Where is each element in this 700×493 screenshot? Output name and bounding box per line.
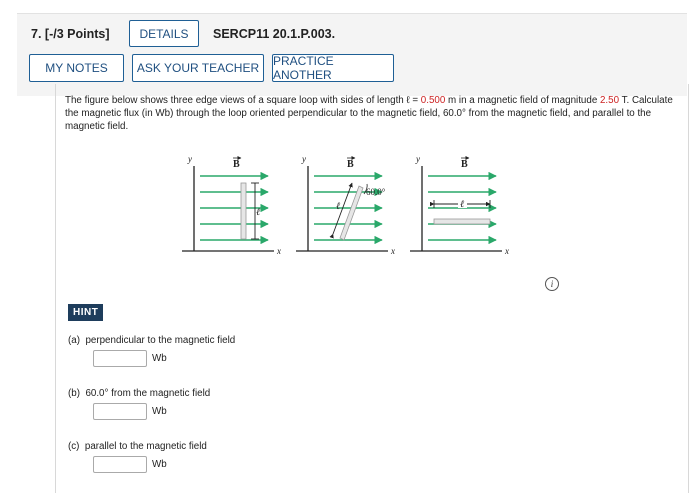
problem-statement: [65, 94, 685, 133]
length-value: 0.500: [420, 95, 446, 106]
part-a-prompt: [68, 335, 235, 346]
field-value: 2.50: [599, 95, 620, 106]
part-b-prompt: [68, 388, 210, 399]
part-c-unit: Wb: [152, 459, 167, 470]
panel-perpendicular: [182, 154, 281, 256]
details-button[interactable]: DETAILS: [129, 20, 199, 47]
field-label-1: B: [233, 159, 240, 170]
y-label-3: y: [416, 154, 420, 164]
part-a-text: perpendicular to the magnetic field: [85, 335, 236, 346]
panel-sixty-degrees: [296, 154, 395, 256]
length-label-3: ℓ: [460, 199, 465, 210]
loop-figure: [176, 148, 516, 278]
ask-teacher-button[interactable]: ASK YOUR TEACHER: [132, 54, 264, 82]
part-a-label: (a): [68, 335, 80, 346]
problem-code: SERCP11 20.1.P.003.: [213, 27, 336, 41]
part-b-answer-input[interactable]: [93, 403, 147, 420]
x-label-1: x: [277, 246, 281, 256]
part-c-answer-input[interactable]: [93, 456, 147, 473]
field-label-2: B: [347, 159, 354, 170]
x-label-2: x: [391, 246, 395, 256]
part-b-unit: Wb: [152, 406, 167, 417]
y-label-1: y: [188, 154, 192, 164]
question-content: [55, 84, 689, 493]
length-label-2: ℓ: [336, 201, 341, 212]
x-label-3: x: [505, 246, 509, 256]
field-label-3: B: [461, 159, 468, 170]
part-c-text: parallel to the magnetic field: [84, 441, 207, 452]
part-c-prompt: [68, 441, 207, 452]
part-a-answer-input[interactable]: [93, 350, 147, 367]
part-c-label: (c): [68, 441, 80, 452]
part-a-unit: Wb: [152, 353, 167, 364]
loop-edge-3: [434, 219, 490, 224]
part-b-label: (b): [68, 388, 80, 399]
question-number-value: 7.: [31, 27, 42, 41]
info-icon[interactable]: i: [545, 277, 559, 291]
loop-edge-1: [241, 183, 246, 239]
problem-text-2: m in a magnetic field of magnitude: [445, 95, 600, 106]
part-b-text: 60.0° from the magnetic field: [85, 388, 211, 399]
practice-another-button[interactable]: PRACTICE ANOTHER: [272, 54, 394, 82]
problem-text-3: T. Calculate the magnetic flux (in Wb) through the loop oriented perpendicular to the magnetic field, 60.0° from the magnetic field, and parallel to the magnetic field.: [65, 95, 673, 132]
problem-text-1: The figure below shows three edge views of a square loop with sides of length ℓ =: [65, 95, 421, 106]
loop-edge-2: [340, 186, 363, 240]
question-number: [31, 27, 110, 41]
hint-button[interactable]: HINT: [68, 304, 103, 321]
panel-parallel: [410, 154, 509, 256]
length-label-1: ℓ: [256, 207, 261, 218]
angle-label: 60.0°: [366, 187, 386, 197]
points-label: [-/3 Points]: [44, 27, 110, 41]
my-notes-button[interactable]: MY NOTES: [29, 54, 124, 82]
y-label-2: y: [302, 154, 306, 164]
